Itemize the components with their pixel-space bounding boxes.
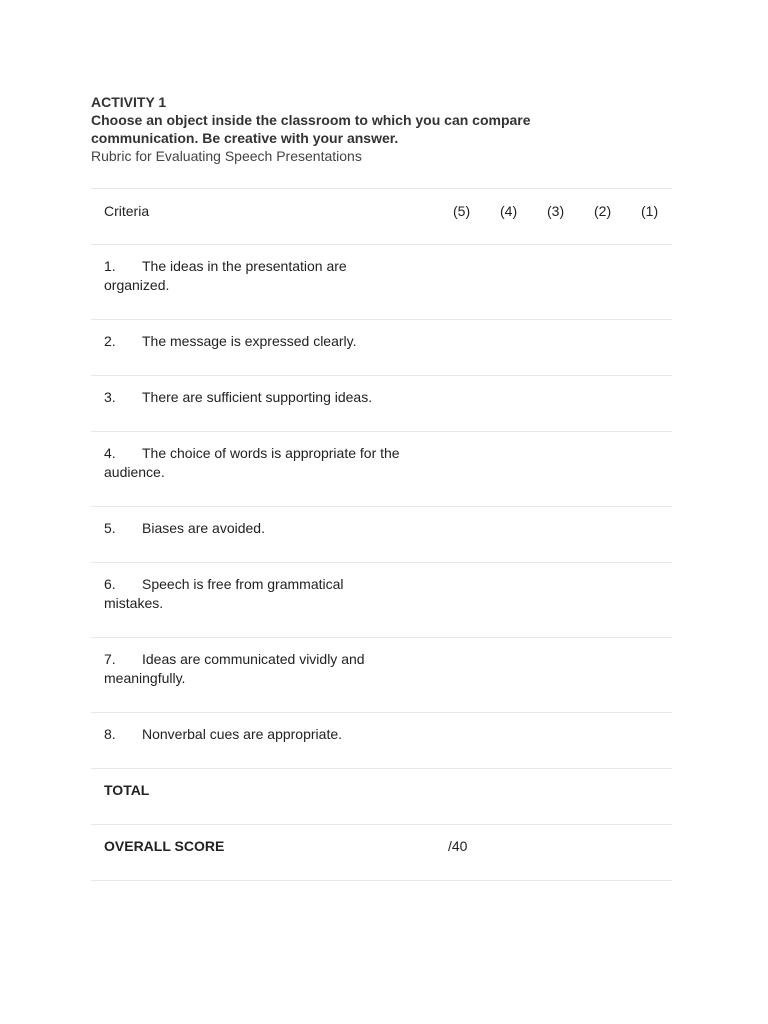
score-cell[interactable] — [498, 563, 545, 638]
score-cell[interactable] — [498, 245, 545, 320]
overall-score-value: /40 — [448, 838, 468, 854]
overall-score-label: OVERALL SCORE — [104, 838, 225, 854]
score-cell[interactable] — [545, 638, 592, 713]
criterion-text: Nonverbal cues are appropriate. — [142, 726, 343, 742]
criterion-cell — [91, 320, 448, 376]
score-cell[interactable] — [545, 376, 592, 432]
criterion-number: 4. — [104, 445, 116, 461]
table-row — [91, 320, 672, 376]
score-header-cell — [639, 189, 672, 245]
score-header-1: (1) — [641, 203, 659, 219]
score-cell[interactable] — [498, 376, 545, 432]
score-cell[interactable] — [448, 376, 498, 432]
criteria-header: Criteria — [104, 203, 150, 219]
score-header-2: (2) — [594, 203, 612, 219]
score-cell[interactable] — [592, 376, 639, 432]
criterion-number: 6. — [104, 576, 116, 592]
score-cell[interactable] — [639, 376, 672, 432]
score-cell[interactable] — [592, 769, 639, 825]
total-label-cell — [91, 769, 448, 825]
score-header-cell — [498, 189, 545, 245]
score-cell[interactable] — [545, 432, 592, 507]
table-row — [91, 713, 672, 769]
score-cell[interactable] — [448, 713, 498, 769]
criterion-text: The choice of words is appropriate for the — [142, 445, 400, 461]
score-cell[interactable] — [498, 507, 545, 563]
criterion-number: 5. — [104, 520, 116, 536]
criterion-number: 3. — [104, 389, 116, 405]
criterion-text-continued: meaningfully. — [104, 670, 186, 686]
table-row — [91, 507, 672, 563]
criterion-text: Speech is free from grammatical — [142, 576, 344, 592]
score-header-cell — [545, 189, 592, 245]
score-cell[interactable] — [498, 769, 545, 825]
rubric-table — [91, 188, 672, 881]
score-cell[interactable] — [545, 769, 592, 825]
table-row — [91, 245, 672, 320]
score-cell[interactable] — [592, 713, 639, 769]
score-header-cell — [592, 189, 639, 245]
criterion-cell — [91, 432, 448, 507]
score-cell[interactable] — [545, 245, 592, 320]
score-cell[interactable] — [498, 713, 545, 769]
criteria-header-cell — [91, 189, 448, 245]
criterion-number: 1. — [104, 258, 116, 274]
criterion-text-continued: organized. — [104, 277, 170, 293]
overall-score-value-cell — [448, 825, 672, 881]
score-cell[interactable] — [545, 713, 592, 769]
score-header-4: (4) — [500, 203, 518, 219]
score-cell[interactable] — [498, 320, 545, 376]
score-cell[interactable] — [545, 563, 592, 638]
table-row — [91, 376, 672, 432]
score-cell[interactable] — [448, 507, 498, 563]
total-row — [91, 769, 672, 825]
activity-title: ACTIVITY 1 — [91, 94, 167, 110]
score-cell[interactable] — [448, 245, 498, 320]
criterion-cell — [91, 713, 448, 769]
rubric-subtitle: Rubric for Evaluating Speech Presentations — [91, 148, 362, 164]
score-cell[interactable] — [639, 507, 672, 563]
score-cell[interactable] — [448, 638, 498, 713]
score-cell[interactable] — [448, 769, 498, 825]
criterion-text-continued: audience. — [104, 464, 165, 480]
score-cell[interactable] — [545, 507, 592, 563]
score-cell[interactable] — [639, 245, 672, 320]
score-cell[interactable] — [639, 638, 672, 713]
score-cell[interactable] — [498, 638, 545, 713]
criterion-cell — [91, 507, 448, 563]
score-cell[interactable] — [639, 769, 672, 825]
score-cell[interactable] — [639, 713, 672, 769]
score-cell[interactable] — [448, 432, 498, 507]
criterion-number: 2. — [104, 333, 116, 349]
criterion-cell — [91, 638, 448, 713]
score-cell[interactable] — [448, 320, 498, 376]
criterion-text: The ideas in the presentation are — [142, 258, 347, 274]
table-row — [91, 563, 672, 638]
score-cell[interactable] — [639, 563, 672, 638]
criterion-text: There are sufficient supporting ideas. — [142, 389, 373, 405]
criterion-text: Biases are avoided. — [142, 520, 265, 536]
criterion-cell — [91, 563, 448, 638]
criterion-text-continued: mistakes. — [104, 595, 164, 611]
score-header-cell — [448, 189, 498, 245]
table-row — [91, 638, 672, 713]
score-cell[interactable] — [592, 563, 639, 638]
table-row — [91, 432, 672, 507]
criterion-text: Ideas are communicated vividly and — [142, 651, 365, 667]
criterion-text: The message is expressed clearly. — [142, 333, 357, 349]
score-cell[interactable] — [592, 432, 639, 507]
total-label: TOTAL — [104, 782, 150, 798]
score-header-5: (5) — [453, 203, 471, 219]
criterion-cell — [91, 245, 448, 320]
score-cell[interactable] — [545, 320, 592, 376]
activity-prompt-line-2: communication. Be creative with your answer. — [91, 130, 399, 146]
criterion-number: 8. — [104, 726, 116, 742]
score-cell[interactable] — [639, 320, 672, 376]
criterion-cell — [91, 376, 448, 432]
score-cell[interactable] — [592, 507, 639, 563]
score-cell[interactable] — [592, 245, 639, 320]
score-cell[interactable] — [592, 320, 639, 376]
document-header — [91, 93, 651, 165]
overall-score-row — [91, 825, 672, 881]
activity-prompt-line-1: Choose an object inside the classroom to which you can compare — [91, 112, 531, 128]
score-cell[interactable] — [592, 638, 639, 713]
score-cell[interactable] — [498, 432, 545, 507]
overall-label-cell — [91, 825, 448, 881]
criterion-number: 7. — [104, 651, 116, 667]
rubric-header-row — [91, 189, 672, 245]
score-header-3: (3) — [547, 203, 565, 219]
score-cell[interactable] — [639, 432, 672, 507]
score-cell[interactable] — [448, 563, 498, 638]
